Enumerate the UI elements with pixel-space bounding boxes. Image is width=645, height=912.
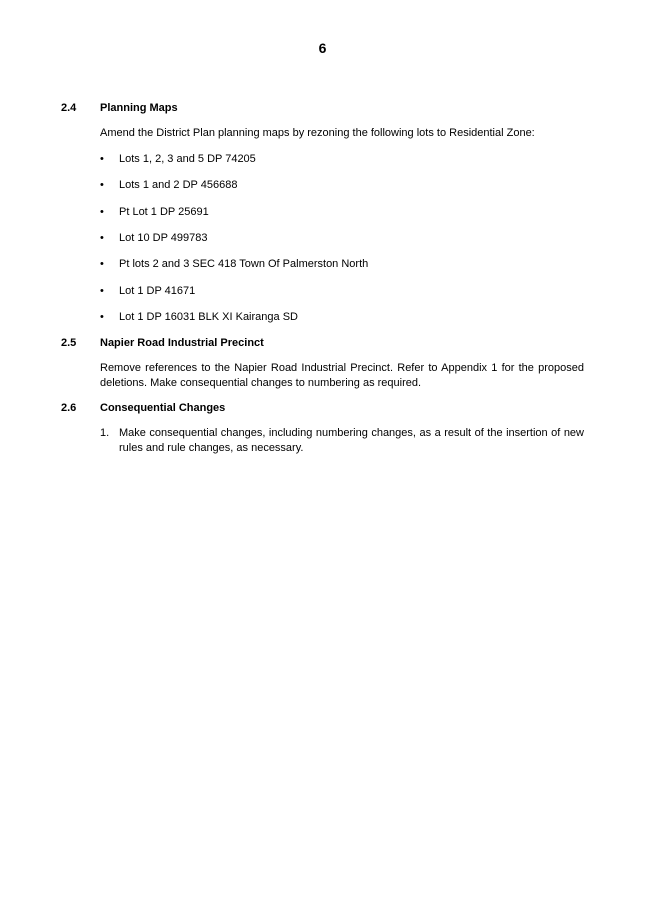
section-heading-consequential-changes <box>61 401 225 416</box>
list-item-text: Lot 10 DP 499783 <box>119 232 208 244</box>
section-number: 2.5 <box>61 337 77 349</box>
section-intro: Amend the District Plan planning maps by rezoning the following lots to Residential Zone: <box>100 127 535 139</box>
section-number: 2.6 <box>61 402 77 414</box>
section-title: Consequential Changes <box>100 402 226 414</box>
bullet-marker: • <box>100 258 104 270</box>
list-item-text: Pt lots 2 and 3 SEC 418 Town Of Palmerston North <box>119 258 369 270</box>
section-heading-napier-road <box>61 336 264 351</box>
section-number: 2.4 <box>61 102 77 114</box>
bullet-marker: • <box>100 153 104 165</box>
bullet-marker: • <box>100 232 104 244</box>
section-title: Napier Road Industrial Precinct <box>100 337 264 349</box>
list-item-text: Lot 1 DP 41671 <box>119 285 196 297</box>
item-text: Make consequential changes, including numbering changes, as a result of the insertion of new rules and rule changes, as necessary. <box>119 427 584 454</box>
bullet-marker: • <box>100 311 104 323</box>
section-heading-planning-maps <box>61 101 178 116</box>
bullet-marker: • <box>100 179 104 191</box>
bullet-marker: • <box>100 206 104 218</box>
section-title: Planning Maps <box>100 102 178 114</box>
list-item-text: Pt Lot 1 DP 25691 <box>119 206 209 218</box>
item-number: 1. <box>100 427 110 439</box>
numbered-item <box>100 426 584 456</box>
list-item-text: Lots 1, 2, 3 and 5 DP 74205 <box>119 153 256 165</box>
section-body: Remove references to the Napier Road Industrial Precinct. Refer to Appendix 1 for the proposed deletions. Make consequential changes to numbering as required. <box>100 362 584 389</box>
list-item-text: Lot 1 DP 16031 BLK XI Kairanga SD <box>119 311 298 323</box>
page-number: 6 <box>318 40 327 56</box>
bullet-marker: • <box>100 285 104 297</box>
list-item-text: Lots 1 and 2 DP 456688 <box>119 179 238 191</box>
